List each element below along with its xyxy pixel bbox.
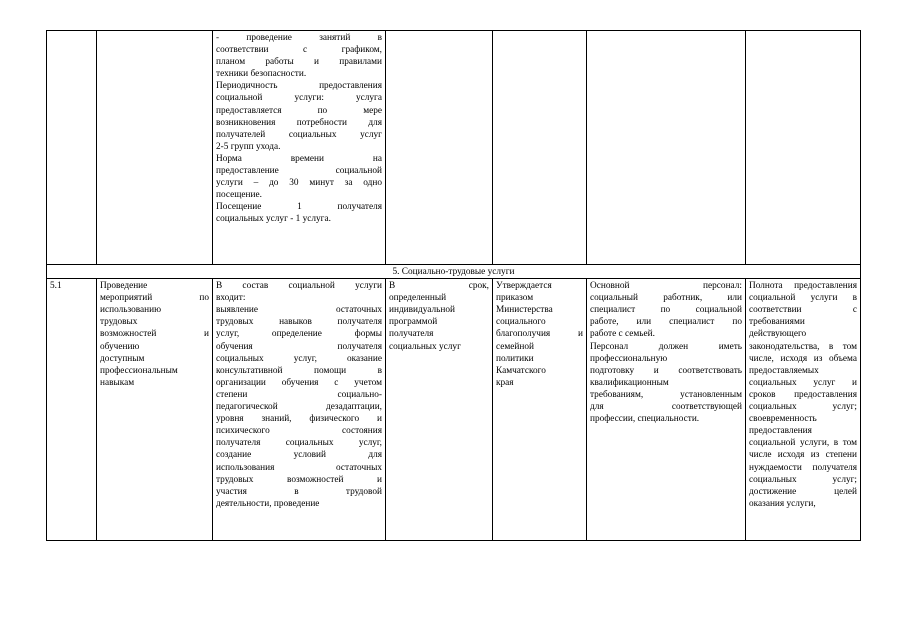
visit-lines — [216, 201, 382, 225]
text-line: социальных услуг, оказание — [216, 353, 382, 364]
text-line: семейной — [496, 341, 534, 352]
text-line: действующего — [749, 329, 807, 340]
text-line: обучения получателя — [216, 341, 382, 352]
text-line: Персонал должен иметь — [590, 341, 742, 352]
text-line: обучению — [100, 341, 140, 352]
term-lines — [389, 280, 489, 353]
text-line: социального — [496, 317, 546, 328]
text-line: - проведение занятий в — [216, 33, 382, 43]
text-line: оказания услуги, — [749, 498, 816, 509]
text-line: края — [496, 377, 514, 388]
text-line: педагогической дезадаптации, — [216, 402, 382, 413]
norm-lines — [216, 153, 382, 201]
text-line: выявление остаточных — [216, 305, 382, 316]
text-line: уровня знаний, физического и — [216, 414, 382, 425]
text-line: квалификационным — [590, 377, 669, 388]
text-line: требованиями — [749, 317, 805, 328]
personnel-lines — [590, 280, 742, 340]
text-line: достижение целей — [749, 486, 857, 497]
periodicity-lines — [216, 80, 382, 153]
description-lines — [216, 32, 382, 80]
text-line: профессиональным — [100, 365, 178, 376]
text-line: навыкам — [100, 377, 135, 388]
text-line: профессии, специальности. — [590, 414, 700, 425]
text-line: организации обучения с учетом — [216, 377, 382, 388]
cell-description-continued — [213, 31, 386, 265]
cell-name — [97, 279, 213, 541]
approval-lines — [496, 280, 583, 389]
text-line: возможностей и — [100, 329, 209, 340]
text-line: приказом — [496, 293, 534, 304]
text-line: создание условий для — [216, 450, 382, 461]
text-line: благополучия и — [496, 329, 583, 340]
text-line: подготовку и соответствовать — [590, 365, 742, 376]
text-line: использования остаточных — [216, 462, 382, 473]
text-line: социальных услуг - 1 услуга. — [216, 214, 331, 225]
text-line: получателей социальных услуг — [216, 129, 382, 140]
text-line: возникновения потребности для — [216, 117, 382, 128]
text-line: определенный — [389, 293, 447, 304]
text-line: трудовых навыков получателя — [216, 317, 382, 328]
cell-number: 5.1 — [47, 279, 97, 541]
cell-quality — [746, 279, 861, 541]
text-line: для соответствующей — [590, 402, 742, 413]
text-line: мероприятий по — [100, 293, 209, 304]
name-lines — [100, 280, 209, 389]
cell-content — [213, 279, 386, 541]
text-line: услуг, определение формы — [216, 329, 382, 340]
text-line: соответствии с графиком, — [216, 45, 382, 56]
text-line: 2-5 групп ухода. — [216, 141, 281, 152]
text-line: степени социально- — [216, 389, 382, 400]
text-line: профессиональную — [590, 353, 668, 364]
text-line: предоставления — [749, 426, 812, 437]
text-line: социальной услуги: услуга — [216, 93, 382, 104]
text-line: Посещение 1 получателя — [216, 202, 382, 213]
section-title: 5. Социально-трудовые услуги — [47, 265, 861, 279]
text-line: числе, исходя из объема — [749, 353, 857, 364]
text-line: посещение. — [216, 190, 262, 201]
table-row-5-1 — [47, 279, 861, 541]
text-line: Норма времени на — [216, 153, 382, 164]
text-line: предоставляемых — [749, 365, 819, 376]
text-line: трудовых возможностей и — [216, 474, 382, 485]
text-line: В срок, — [389, 281, 489, 292]
text-line: трудовых — [100, 317, 138, 328]
text-line: индивидуальной — [389, 305, 455, 316]
text-line: психического состояния — [216, 426, 382, 437]
text-line: Полнота предоставления — [749, 281, 857, 292]
cell-quality-empty — [746, 31, 861, 265]
cell-approval — [493, 279, 587, 541]
text-line: законодательства, в том — [749, 341, 857, 352]
text-line: социальных услуг; — [749, 474, 857, 485]
text-line: специалист по социальной — [590, 305, 742, 316]
text-line: получателя социальных услуг, — [216, 438, 382, 449]
text-line: сроков предоставления — [749, 389, 857, 400]
text-line: социальной услуги в — [749, 293, 857, 304]
text-line: Министерства — [496, 305, 553, 316]
text-line: Камчатского — [496, 365, 546, 376]
cell-approval-empty — [493, 31, 587, 265]
text-line: политики — [496, 353, 534, 364]
cell-term — [386, 279, 493, 541]
text-line: предоставление социальной — [216, 166, 382, 177]
section-row — [47, 265, 861, 279]
text-line: Проведение — [100, 281, 148, 292]
text-line: деятельности, проведение — [216, 498, 320, 509]
text-line: техники безопасности. — [216, 69, 307, 80]
text-line: планом работы и правилами — [216, 57, 382, 68]
text-line: социальных услуг; — [749, 402, 857, 413]
content-lines — [216, 280, 382, 510]
text-line: требованиям, установленным — [590, 389, 742, 400]
cell-number-empty — [47, 31, 97, 265]
text-line: социальных услуг — [389, 341, 461, 352]
text-line: числе исходя из степени — [749, 450, 857, 461]
text-line: своевременность — [749, 414, 817, 425]
text-line: Основной персонал: — [590, 281, 742, 292]
text-line: соответствии с — [749, 305, 857, 316]
text-line: нуждаемости получателя — [749, 462, 857, 473]
text-line: программой — [389, 317, 438, 328]
services-table — [46, 30, 861, 541]
text-line: предоставляется по мере — [216, 105, 382, 116]
personnel-requirements-lines — [590, 341, 742, 426]
text-line: доступным — [100, 353, 145, 364]
text-line: Утверждается — [496, 281, 552, 292]
text-line: социальный работник, или — [590, 293, 742, 304]
cell-personnel — [587, 279, 746, 541]
text-line: услуги – до 30 минут за одно — [216, 178, 382, 189]
text-line: работе с семьей. — [590, 329, 655, 340]
text-line: работе, или специалист по — [590, 317, 742, 328]
text-line: социальной услуги, в том — [749, 438, 857, 449]
text-line: Периодичность предоставления — [216, 81, 382, 92]
cell-name-empty — [97, 31, 213, 265]
table-row-continued — [47, 31, 861, 265]
cell-personnel-empty — [587, 31, 746, 265]
text-line: получателя — [389, 329, 434, 340]
text-line: входит: — [216, 293, 246, 304]
text-line: использованию — [100, 305, 162, 316]
text-line: социальных услуг и — [749, 377, 857, 388]
text-line: консультативной помощи в — [216, 365, 382, 376]
cell-term-empty — [386, 31, 493, 265]
quality-lines — [749, 280, 857, 510]
text-line: В состав социальной услуги — [216, 281, 382, 292]
text-line: участия в трудовой — [216, 486, 382, 497]
